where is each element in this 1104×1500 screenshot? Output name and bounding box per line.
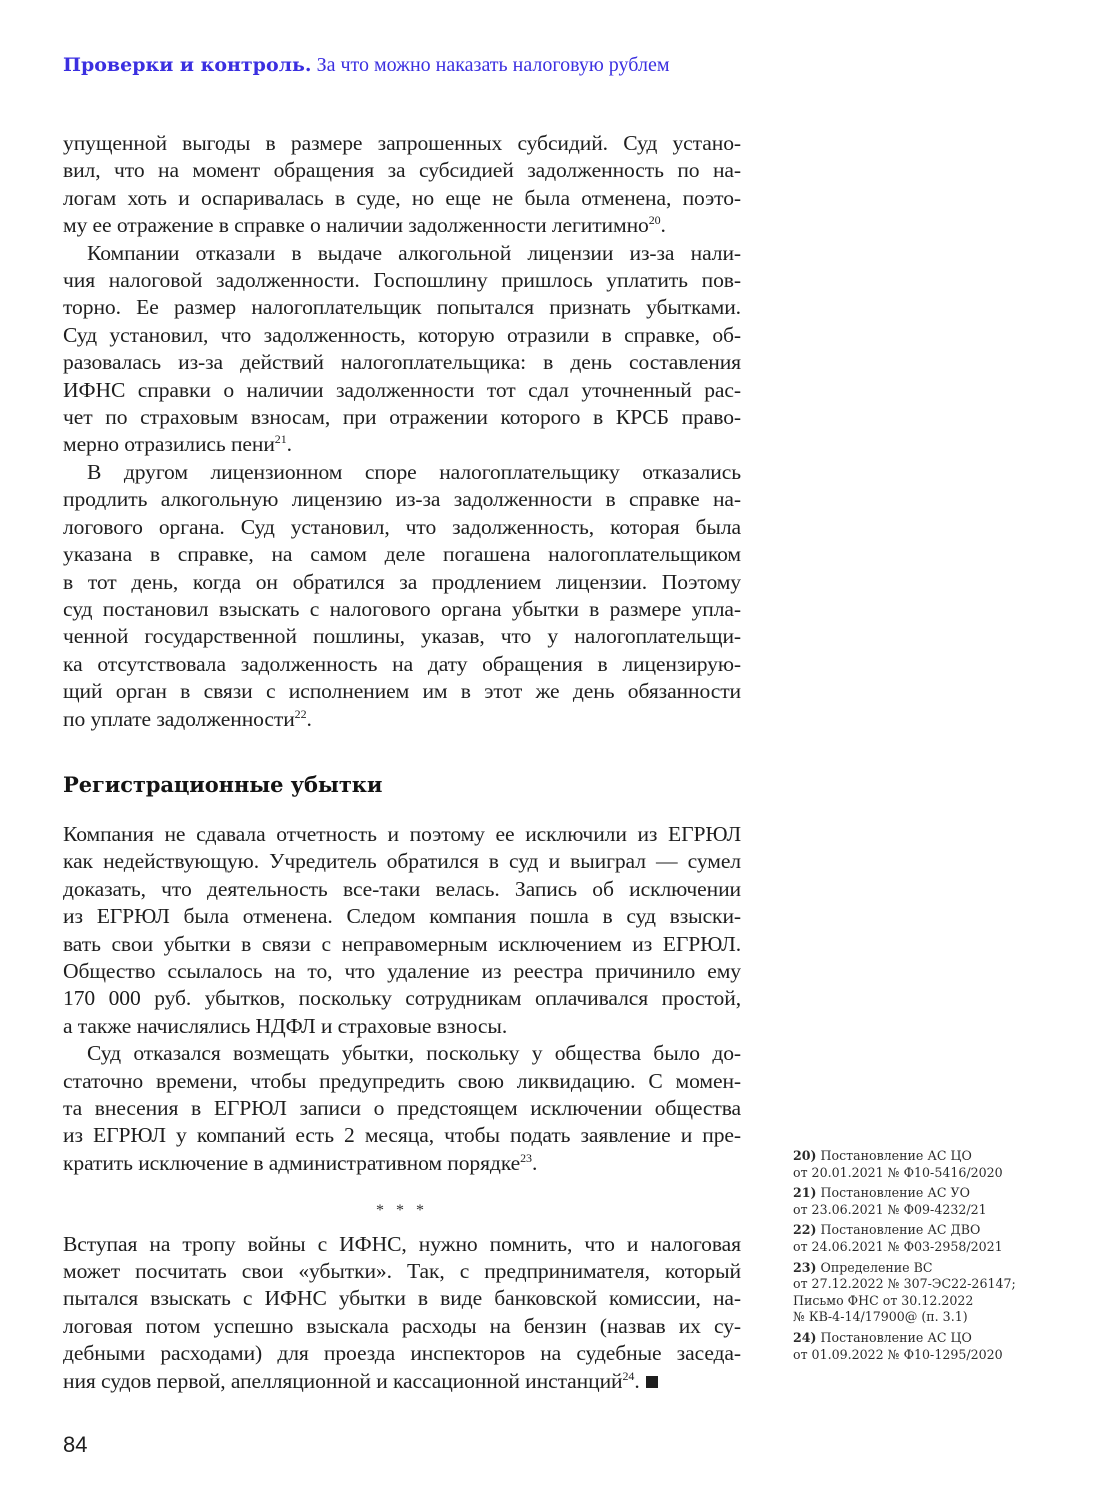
end-of-article-square-icon [646,1376,658,1388]
text-line: щий орган в связи с исполнением им в этот же день обязанности [63,679,741,704]
text-line: ИФНС справки о наличии задолженности тот сдал уточненный рас- [63,377,741,402]
text-line: Суд установил, что задолженность, которую отразили в справке, об- [63,322,741,347]
page-number: 84 [63,1432,88,1457]
paragraph-4 [63,821,741,1040]
text-line: ка отсутствовала задолженность на дату обращения в лицензирую- [63,651,741,676]
text-line: та внесения в ЕГРЮЛ записи о предстоящем исключении общества [63,1096,741,1120]
footnote-21: 21) Постановление АС УО от 23.06.2021 № Ф09-4232/21 [793,1185,987,1217]
footnote-ref-22[interactable]: 22 [294,706,307,721]
text-line: в тот день, когда он обратился за продлением лицензии. Поэтому [63,569,741,594]
text-line: му ее отражение в справке о наличии задолженности легитимно$^{20}$. [63,213,666,238]
text-line: суд постановил взыскать с налогового органа убытки в размере упла- [63,596,741,621]
text-line: логам хоть и оспаривалась в суде, но еще не была отменена, поэто- [63,185,741,210]
text-line: торно. Ее размер налогоплательщик попытался признать убытками. [63,295,741,320]
footnote-ref-21[interactable]: 21 [274,432,287,447]
footnotes [793,1148,1053,1367]
text-line: ченной государственной пошлины, указав, что у налогоплательщи- [63,624,741,649]
text-line: пытался взыскать с ИФНС убытки в виде банковской комиссии, на- [63,1286,741,1311]
text-line: Компания не сдавала отчетность и поэтому ее исключили из ЕГРЮЛ [63,821,741,846]
text-line: продлить алкогольную лицензию из-за задолженности в справке на- [63,487,741,512]
text-line: по уплате задолженности$^{22}$. [63,706,312,731]
text-line: логовая потом успешно взыскала расходы на бензин (назвав их су- [63,1313,741,1338]
footnote-number: 21) [793,1185,817,1201]
footnote-ref-23[interactable]: 23 [520,1150,532,1165]
footnote-ref-24[interactable]: 24 [622,1368,635,1383]
text-line: Вступая на тропу войны с ИФНС, нужно помнить, что и налоговая [63,1231,741,1256]
text-line: чия налоговой задолженности. Госпошлину пришлось уплатить пов- [63,268,741,293]
text-line: Общество ссылалось на то, что удаление из реестра причинило ему [63,958,741,983]
running-header-section: Проверки и контроль. [63,54,312,76]
text-line: кратить исключение в административном порядке$^{23}$. [63,1150,538,1175]
footnote-20: 20) Постановление АС ЦО от 20.01.2021 № Ф10-5416/2020 [793,1148,1003,1180]
footnote-number: 23) [793,1259,817,1275]
text-line: логового органа. Суд установил, что задолженность, которая была [63,514,741,539]
text-line: а также начислялись НДФЛ и страховые взносы. [63,1013,508,1038]
footnote-number: 24) [793,1329,817,1345]
text-line: Компании отказали в выдаче алкогольной лицензии из-за нали- [87,240,741,265]
text-line: вил, что на момент обращения за субсидией задолженность по на- [63,158,741,183]
footnote-number: 20) [793,1148,817,1163]
text-line: статочно времени, чтобы предупредить свою ликвидацию. С момен- [63,1068,741,1093]
paragraph-6 [63,1231,741,1395]
footnote-23: 23) Определение ВС от 27.12.2022 № 307-ЭС22-26147; Письмо ФНС от 30.12.2022 № КВ-4-14/17900@ (п. 3.1) [793,1259,1016,1325]
text-line: из ЕГРЮЛ у компаний есть 2 месяца, чтобы подать заявление и пре- [63,1123,741,1148]
text-line: как недействующую. Учредитель обратился в суд и выиграл — сумел [63,849,741,874]
text-line: 170 000 руб. убытков, поскольку сотрудникам оплачивался простой, [63,986,741,1011]
section-heading: Регистрационные убытки [63,771,383,797]
paragraph-2 [63,240,741,459]
text-line: дебными расходами) для проезда инспекторов на судебные заседа- [63,1341,741,1366]
paragraph-3 [63,459,741,733]
paragraph-1 [63,130,741,240]
section-separator: * * * [376,1202,428,1220]
text-line: упущенной выгоды в размере запрошенных субсидий. Суд устано- [63,131,741,155]
paragraph-5 [63,1040,741,1177]
text-line: В другом лицензионном споре налогоплательщику отказались [87,459,741,484]
text-line: разовалась из-за действий налогоплательщика: в день составления [63,350,741,375]
text-line: ния судов первой, апелляционной и кассационной инстанций$^{24}$. [63,1368,741,1395]
footnote-number: 22) [793,1222,817,1238]
footnote-24: 24) Постановление АС ЦО от 01.09.2022 № Ф10-1295/2020 [793,1329,1003,1362]
footnote-22: 22) Постановление АС ДВО от 24.06.2021 № Ф03-2958/2021 [793,1222,1003,1254]
running-header [63,54,669,77]
text-line: указана в справке, на самом деле погашена налогоплательщиком [63,542,741,567]
text-line: Суд отказался возмещать убытки, поскольку у общества было до- [87,1041,741,1066]
running-header-title: За что можно наказать налоговую рублем [316,54,670,76]
text-line: чет по страховым взносам, при отражении которого в КРСБ право- [63,405,741,430]
text-line: доказать, что деятельность все-таки велась. Запись об исключении [63,876,741,901]
footnote-ref-20[interactable]: 20 [648,213,661,228]
text-line: мерно отразились пени$^{21}$. [63,432,292,457]
text-line: может посчитать свои «убытки». Так, с предпринимателя, который [63,1259,741,1284]
text-line: из ЕГРЮЛ была отменена. Следом компания пошла в суд взыски- [63,904,741,929]
text-line: вать свои убытки в связи с неправомерным исключением из ЕГРЮЛ. [63,931,741,956]
main-text-column [63,130,741,1395]
